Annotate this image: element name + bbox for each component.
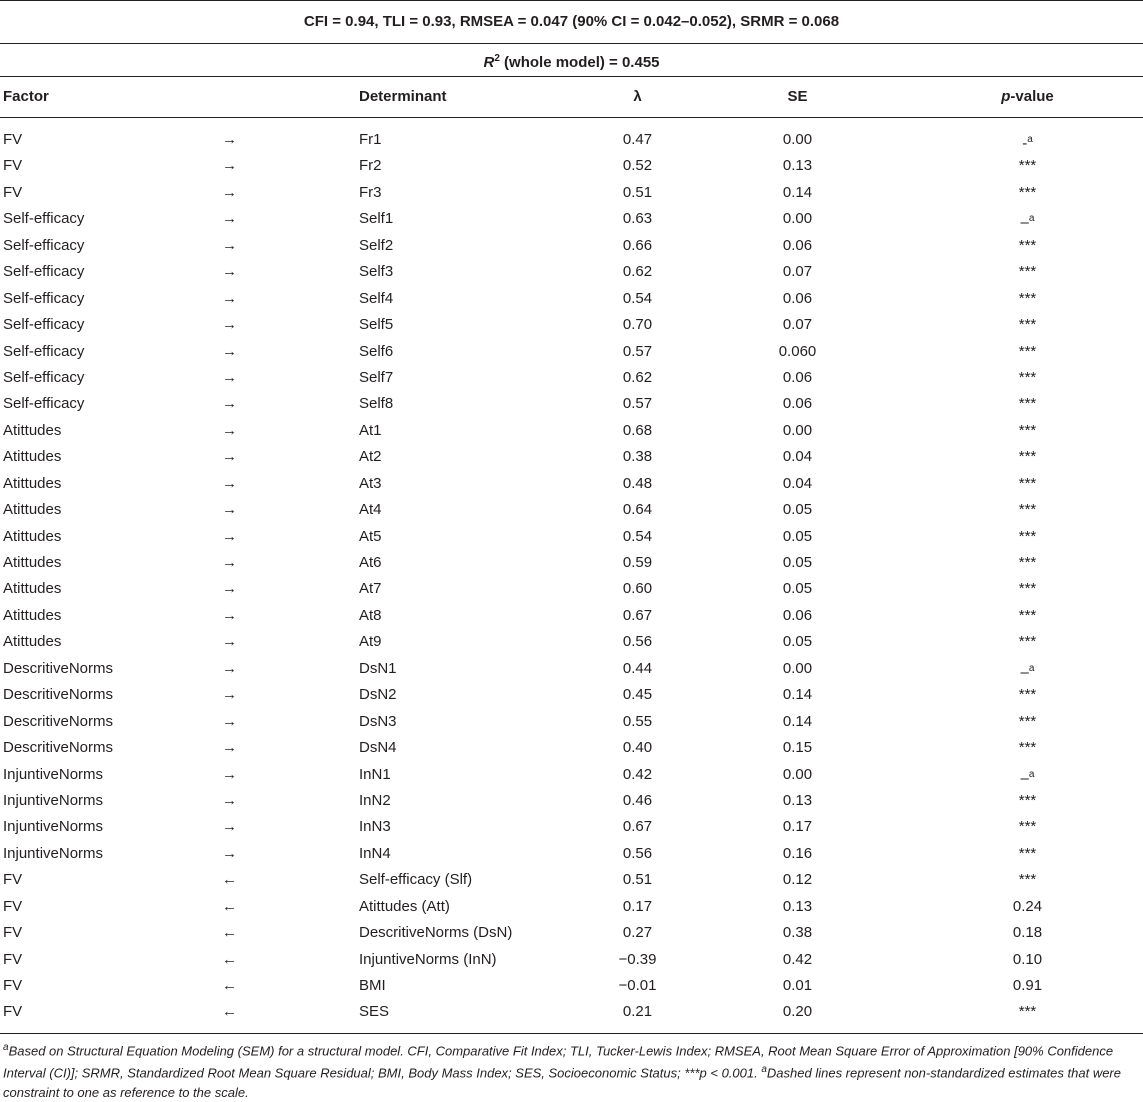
cell-determinant: At8 [359,606,382,624]
cell-arrow: → [222,606,237,624]
p-value-text: *** [1018,580,1037,598]
table-body [0,127,1143,1026]
p-value-text: – [1020,769,1029,787]
cell-se: 0.06 [782,236,813,254]
cell-factor: Atittudes [3,527,62,545]
cell-determinant: Fr2 [359,157,382,175]
cell-p-value [990,497,1065,523]
p-value-text: *** [1018,527,1037,545]
cell-lambda: 0.51 [622,871,653,889]
cell-determinant: Self3 [359,263,394,281]
table-row [0,947,1143,973]
p-value-text: *** [1018,183,1037,201]
footnote-text-1: Based on Structural Equation Modeling (SEM) for a structural model. CFI, Comparative Fit Index; TLI, Tucker-Lewis Index; RMSEA, Root Mean Square Error of Approximation [90% Confidence Interval (CI)]; SRMR, Standardized Root Mean Square Residual; BMI, Body Mass Index; SES, Socioeconomic Status; ***p < 0.001. [3,1043,1114,1081]
table-row [0,497,1143,523]
p-value-text: *** [1018,633,1037,651]
cell-arrow: ← [222,871,237,889]
table-row [0,603,1143,629]
cell-lambda: −0.39 [618,950,657,968]
table-row [0,259,1143,285]
r-squared-row [0,42,1143,77]
cell-lambda: 0.67 [622,606,653,624]
cell-lambda: 0.54 [622,527,653,545]
cell-determinant: At6 [359,554,382,571]
cell-lambda: 0.62 [622,368,653,386]
table-row [0,418,1143,444]
cell-factor: DescritiveNorms [3,712,114,730]
cell-factor: FV [3,183,23,201]
table-row [0,127,1143,153]
cell-factor: Atittudes [3,633,62,651]
cell-arrow: → [222,580,237,598]
table-header [0,77,1143,118]
table-row [0,180,1143,206]
cell-factor: Atittudes [3,501,62,519]
cell-lambda: 0.56 [622,844,653,862]
p-value-text: *** [1018,289,1037,307]
cell-factor: FV [3,977,23,994]
cell-se: 0.07 [782,316,813,334]
cell-determinant: InN4 [359,844,391,862]
table-row [0,576,1143,602]
cell-lambda: 0.45 [622,686,653,704]
p-value-text: *** [1018,421,1037,439]
cell-determinant: Atittudes (Att) [359,897,450,915]
header-p-italic: p [1001,88,1011,105]
cell-factor: DescritiveNorms [3,739,114,757]
cell-factor: DescritiveNorms [3,686,114,704]
cell-lambda: 0.40 [622,739,653,757]
cell-se: 0.16 [782,844,813,862]
cell-factor: InjuntiveNorms [3,844,104,862]
cell-p-value [990,418,1065,444]
cell-se: 0.01 [782,977,813,994]
cell-determinant: At5 [359,527,382,545]
p-value-text: *** [1018,791,1037,809]
table-row [0,788,1143,814]
table-row [0,656,1143,682]
cell-arrow: → [222,844,237,862]
cell-factor: Self-efficacy [3,236,85,254]
p-value-text: *** [1018,1003,1037,1021]
cell-determinant: Self8 [359,395,394,413]
cell-factor: InjuntiveNorms [3,818,104,836]
cell-arrow: → [222,501,237,519]
table-row [0,365,1143,391]
cell-factor: Self-efficacy [3,342,85,360]
cell-se: 0.15 [782,739,813,757]
cell-p-value [990,339,1065,365]
table-row [0,286,1143,312]
table-row [0,867,1143,893]
p-value-text: *** [1018,712,1037,730]
cell-factor: InjuntiveNorms [3,791,104,809]
cell-factor: FV [3,924,23,942]
cell-factor: Atittudes [3,421,62,439]
cell-lambda: 0.17 [622,897,653,915]
table-row [0,973,1143,999]
cell-se: 0.060 [778,342,817,360]
cell-factor: FV [3,871,23,889]
cell-p-value [990,576,1065,602]
cell-factor: Atittudes [3,580,62,598]
cell-factor: Atittudes [3,554,62,571]
cell-se: 0.38 [782,924,813,942]
table-row [0,841,1143,867]
cell-p-value [990,709,1065,735]
cell-arrow: ← [222,897,237,915]
cell-se: 0.06 [782,289,813,307]
cell-p-value [990,153,1065,179]
cell-determinant: InN3 [359,818,391,836]
cell-determinant: At7 [359,580,382,598]
cell-p-value [990,365,1065,391]
table-row [0,233,1143,259]
p-value-text: *** [1018,501,1037,519]
cell-determinant: DsN1 [359,659,397,677]
p-value-text: *** [1018,606,1037,624]
cell-determinant: At9 [359,633,382,651]
r-squared-symbol: R [483,54,495,71]
cell-p-value [990,391,1065,417]
cell-lambda: 0.51 [622,183,653,201]
cell-arrow: → [222,686,237,704]
cell-se: 0.13 [782,157,813,175]
cell-arrow: → [222,421,237,439]
cell-arrow: → [222,183,237,201]
p-value-text: – [1020,214,1029,232]
cell-arrow: → [222,395,237,413]
cell-lambda: 0.52 [622,157,653,175]
p-value-text: *** [1018,818,1037,836]
cell-arrow: ← [222,950,237,968]
cell-se: 0.04 [782,474,813,492]
cell-arrow: → [222,791,237,809]
cell-p-value [990,973,1065,999]
cell-lambda: 0.57 [622,342,653,360]
cell-factor: FV [3,950,23,968]
cell-determinant: Self6 [359,342,394,360]
cell-factor: Self-efficacy [3,316,85,334]
p-value-text: *** [1018,871,1037,889]
cell-arrow: → [222,712,237,730]
cell-arrow: → [222,474,237,492]
p-value-superscript: a [1028,768,1035,780]
cell-se: 0.12 [782,871,813,889]
cell-p-value [990,682,1065,708]
cell-arrow: → [222,236,237,254]
cell-determinant: Self4 [359,289,394,307]
cell-se: 0.42 [782,950,813,968]
cell-lambda: 0.55 [622,712,653,730]
cell-determinant: InN1 [359,765,391,783]
cell-determinant: At3 [359,474,382,492]
footnote-text-2: Dashed lines represent non-standardized estimates that were constraint to one as reference to the scale. [3,1065,1121,1100]
table-row [0,682,1143,708]
p-value-superscript: a [1027,134,1033,145]
cell-se: 0.13 [782,791,813,809]
cell-factor: DescritiveNorms [3,659,114,677]
cell-p-value [990,603,1065,629]
p-value-text: - [1022,135,1028,152]
p-value-superscript: a [1028,662,1035,674]
footnote-marker-a: a [3,1042,9,1053]
cell-se: 0.06 [782,606,813,624]
cell-lambda: 0.59 [622,554,653,571]
cell-determinant: At2 [359,448,382,466]
p-value-text: 0.24 [1012,897,1043,915]
cell-se: 0.00 [782,210,813,228]
p-value-text: *** [1018,342,1037,360]
cell-determinant: Self1 [359,210,394,228]
cell-factor: Self-efficacy [3,395,85,413]
cell-p-value [990,233,1065,259]
cell-determinant: Fr1 [359,131,382,148]
cell-lambda: 0.44 [622,659,653,677]
cell-factor: Atittudes [3,448,62,466]
p-value-text: *** [1018,474,1037,492]
cell-p-value [990,894,1065,920]
table-row [0,762,1143,788]
cell-determinant: Self-efficacy (Slf) [359,871,473,889]
cell-p-value [990,524,1065,550]
cell-factor: FV [3,157,23,175]
cell-arrow: → [222,448,237,466]
cell-determinant: InjuntiveNorms (InN) [359,950,497,968]
cell-arrow: → [222,554,237,571]
p-value-text: *** [1018,686,1037,704]
cell-lambda: 0.60 [622,580,653,598]
cell-determinant: BMI [359,977,386,994]
cell-lambda: 0.57 [622,395,653,413]
cell-se: 0.07 [782,263,813,281]
table-row [0,312,1143,338]
cell-se: 0.06 [782,368,813,386]
cell-arrow: → [222,263,237,281]
header-determinant: Determinant [359,88,447,105]
cell-arrow: → [222,289,237,307]
cell-lambda: −0.01 [618,977,657,994]
cell-arrow: ← [222,1003,237,1021]
cell-p-value [990,180,1065,206]
cell-arrow: → [222,316,237,334]
cell-p-value [990,814,1065,840]
table-row [0,524,1143,550]
cell-p-value [990,947,1065,973]
fit-indices: CFI = 0.94, TLI = 0.93, RMSEA = 0.047 (90% CI = 0.042–0.052), SRMR = 0.068 [303,13,840,30]
table-row [0,471,1143,497]
cell-lambda: 0.64 [622,501,653,519]
cell-arrow: ← [222,977,237,994]
table-row [0,735,1143,761]
cell-determinant: DsN2 [359,686,397,704]
cell-se: 0.05 [782,501,813,519]
cell-se: 0.00 [782,659,813,677]
p-value-text: *** [1018,554,1037,571]
header-se: SE [787,88,808,105]
cell-p-value [990,444,1065,470]
cell-lambda: 0.67 [622,818,653,836]
cell-se: 0.14 [782,712,813,730]
cell-arrow: → [222,210,237,228]
cell-p-value [990,841,1065,867]
table-row [0,629,1143,655]
fit-indices-row [0,0,1143,44]
cell-se: 0.05 [782,580,813,598]
cell-lambda: 0.63 [622,210,653,228]
cell-lambda: 0.21 [622,1003,653,1021]
table-row [0,709,1143,735]
cell-p-value [990,471,1065,497]
cell-determinant: Fr3 [359,183,382,201]
cell-p-value [990,920,1065,946]
cell-lambda: 0.56 [622,633,653,651]
header-p-rest: -value [1010,88,1054,105]
table-row [0,999,1143,1025]
cell-se: 0.14 [782,183,813,201]
cell-lambda: 0.48 [622,474,653,492]
cell-se: 0.00 [782,131,813,148]
p-value-text: 0.91 [1012,977,1043,994]
cell-se: 0.13 [782,897,813,915]
cell-arrow: → [222,633,237,651]
p-value-text: *** [1018,316,1037,334]
cell-lambda: 0.47 [622,131,653,148]
header-lambda: λ [633,88,642,105]
cell-factor: Atittudes [3,606,62,624]
cell-p-value [990,867,1065,893]
table-row [0,550,1143,576]
table-row [0,339,1143,365]
header-p-value [990,77,1065,117]
cell-se: 0.04 [782,448,813,466]
cell-factor: Atittudes [3,474,62,492]
cell-determinant: SES [359,1003,390,1021]
table-row [0,920,1143,946]
cell-p-value [990,788,1065,814]
p-value-text: *** [1018,157,1037,175]
cell-se: 0.17 [782,818,813,836]
p-value-text: 0.10 [1012,950,1043,968]
p-value-superscript: a [1028,213,1035,225]
cell-factor: FV [3,1003,23,1021]
table-row [0,814,1143,840]
cell-p-value [990,259,1065,285]
p-value-text: *** [1018,263,1037,281]
table-footnote [3,1038,1141,1102]
p-value-text: *** [1018,368,1037,386]
cell-arrow: → [222,527,237,545]
cell-se: 0.05 [782,633,813,651]
cell-determinant: DescritiveNorms (DsN) [359,924,513,942]
cell-se: 0.06 [782,395,813,413]
table-row [0,391,1143,417]
cell-lambda: 0.70 [622,316,653,334]
header-factor: Factor [3,88,49,105]
cell-lambda: 0.68 [622,421,653,439]
cell-determinant: InN2 [359,791,391,809]
table-bottom-rule [0,1033,1143,1034]
r-squared-value: (whole model) = 0.455 [499,54,660,71]
cell-arrow: ← [222,924,237,942]
cell-se: 0.05 [782,554,813,571]
cell-factor: FV [3,897,23,915]
cell-lambda: 0.66 [622,236,653,254]
cell-lambda: 0.54 [622,289,653,307]
p-value-text: *** [1018,236,1037,254]
cell-se: 0.14 [782,686,813,704]
cell-lambda: 0.46 [622,791,653,809]
cell-arrow: → [222,818,237,836]
cell-factor: FV [3,131,23,148]
cell-arrow: → [222,131,237,148]
cell-arrow: → [222,739,237,757]
cell-arrow: → [222,342,237,360]
p-value-text: 0.18 [1012,924,1043,942]
cell-p-value [990,735,1065,761]
p-value-text: *** [1018,739,1037,757]
cell-factor: Self-efficacy [3,263,85,281]
cell-factor: Self-efficacy [3,368,85,386]
p-value-text: *** [1018,448,1037,466]
table-row [0,206,1143,232]
table-row [0,894,1143,920]
cell-determinant: Self2 [359,236,394,254]
cell-determinant: At1 [359,421,382,439]
table-row [0,153,1143,179]
cell-arrow: → [222,368,237,386]
cell-lambda: 0.38 [622,448,653,466]
cell-determinant: Self5 [359,316,394,334]
p-value-text: *** [1018,395,1037,413]
cell-p-value [990,286,1065,312]
footnote-marker-a-2: a [761,1064,767,1076]
cell-p-value [990,550,1065,576]
cell-se: 0.00 [782,421,813,439]
cell-p-value [990,312,1065,338]
cell-lambda: 0.27 [622,924,653,942]
cell-determinant: Self7 [359,368,394,386]
cell-factor: Self-efficacy [3,289,85,307]
cell-se: 0.20 [782,1003,813,1021]
cell-p-value [990,629,1065,655]
cell-determinant: At4 [359,501,382,519]
cell-determinant: DsN4 [359,739,397,757]
cell-determinant: DsN3 [359,712,397,730]
r-squared-superscript: 2 [494,53,500,64]
cell-se: 0.00 [782,765,813,783]
cell-arrow: → [222,659,237,677]
cell-factor: Self-efficacy [3,210,85,228]
cell-p-value [990,999,1065,1025]
cell-se: 0.05 [782,527,813,545]
cell-factor: InjuntiveNorms [3,765,104,783]
cell-lambda: 0.42 [622,765,653,783]
p-value-text: – [1020,663,1029,681]
p-value-text: *** [1018,844,1037,862]
cell-lambda: 0.62 [622,263,653,281]
cell-arrow: → [222,157,237,175]
cell-arrow: → [222,765,237,783]
table-row [0,444,1143,470]
